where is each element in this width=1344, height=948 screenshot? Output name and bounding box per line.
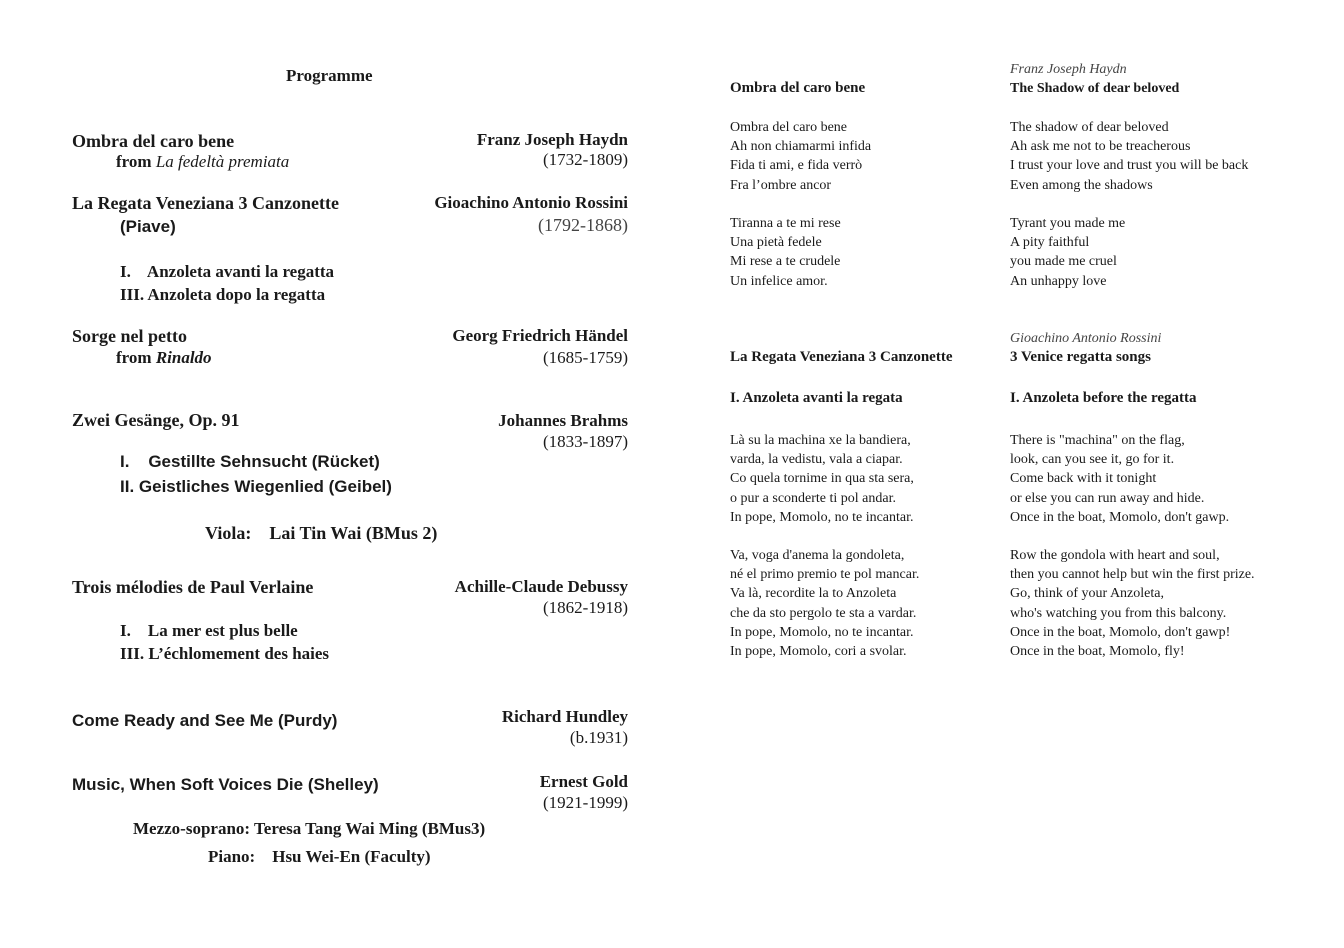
lyrics-rossini-stanza2-trans [1010,546,1255,661]
lyrics-rossini-title-trans: 3 Venice regatta songs [1010,349,1151,365]
lyric-line: Once in the boat, Momolo, don't gawp. [1010,509,1230,525]
lyrics-haydn-stanza1-trans [1010,118,1248,195]
rossini-title: La Regata Veneziana 3 Canzonette [72,193,339,213]
lyric-line: Ombra del caro bene [730,120,847,135]
haydn-work: La fedeltà premiata [155,152,290,171]
lyric-line: In pope, Momolo, no te incantar. [730,509,914,525]
hundley-dates: (b.1931) [569,728,628,747]
lyric-line: Ah non chiamarmi infida [730,139,872,155]
lyric-line: Tiranna a te mi rese [730,216,841,231]
lyrics-rossini-sub-trans: I. Anzoleta before the regatta [1010,390,1197,406]
lyric-line: Co quela tornime in qua sta sera, [730,471,914,487]
haydn-dates: (1732-1809) [543,150,628,169]
haydn-composer: Franz Joseph Haydn [476,130,628,149]
lyric-line: who's watching you from this balcony. [1010,605,1227,621]
handel-work: Rinaldo [155,348,212,367]
lyric-line: Even among the shadows [1010,177,1153,193]
brahms-dates: (1833-1897) [543,432,628,451]
lyric-line: An unhappy love [1010,273,1107,289]
lyric-line: Go, think of your Anzoleta, [1010,586,1164,602]
brahms-item-2: II. Geistliches Wiegenlied (Geibel) [120,477,392,496]
lyric-line: Va là, recordite la to Anzoleta [730,586,897,602]
lyric-line: I trust your love and trust you will be back [1010,158,1249,174]
lyric-line: Mi rese a te crudele [730,254,841,270]
rossini-item-1: I. Anzoleta avanti la regatta [120,262,335,281]
lyric-line: The shadow of dear beloved [1010,120,1169,135]
debussy-item-1: I. La mer est plus belle [120,621,298,640]
lyric-line: There is "machina" on the flag, [1010,433,1185,448]
lyrics-haydn-title-trans: The Shadow of dear beloved [1010,81,1180,96]
lyric-line: In pope, Momolo, cori a svolar. [730,643,907,659]
piano-credit: Piano: Hsu Wei-En (Faculty) [208,847,431,866]
lyric-line: In pope, Momolo, no te incantar. [730,624,914,640]
lyrics-haydn-stanza1-orig [730,118,871,195]
debussy-title: Trois mélodies de Paul Verlaine [72,577,314,597]
hundley-title: Come Ready and See Me (Purdy) [72,711,338,730]
brahms-composer: Johannes Brahms [498,411,628,430]
debussy-composer: Achille-Claude Debussy [454,577,628,596]
gold-composer: Ernest Gold [539,772,628,791]
rossini-composer: Gioachino Antonio Rossini [434,193,628,212]
lyrics-rossini-title-orig: La Regata Veneziana 3 Canzonette [730,349,953,365]
from-label: from [116,152,156,171]
lyrics-haydn-composer: Franz Joseph Haydn [1010,62,1127,77]
lyrics-rossini-stanza2-orig [730,546,919,661]
gold-dates: (1921-1999) [543,793,628,812]
lyric-line: A pity faithful [1010,235,1090,251]
lyric-line: Fida ti ami, e fida verrò [730,158,863,174]
lyric-line: Row the gondola with heart and soul, [1010,548,1220,563]
lyric-line: Va, voga d'anema la gondoleta, [730,548,905,563]
lyrics-haydn-stanza2-orig [730,214,841,291]
lyric-line: you made me cruel [1010,254,1117,270]
haydn-from [116,153,289,170]
viola-credit: Viola: Lai Tin Wai (BMus 2) [205,523,438,543]
lyric-line: then you cannot help but win the first prize. [1010,567,1255,583]
brahms-item-1: I. Gestillte Sehnsucht (Rücket) [120,452,380,471]
lyric-line: Come back with it tonight [1010,471,1157,487]
lyric-line: Là su la machina xe la bandiera, [730,433,911,448]
rossini-poet: (Piave) [120,217,176,236]
lyrics-haydn-title-orig: Ombra del caro bene [730,80,866,96]
lyric-line: Una pietà fedele [730,235,822,251]
handel-composer: Georg Friedrich Händel [452,326,628,345]
lyric-line: che da sto pergolo te sta a vardar. [730,605,917,621]
rossini-item-2: III. Anzoleta dopo la regatta [120,285,326,304]
lyric-line: Once in the boat, Momolo, don't gawp! [1010,624,1231,640]
lyrics-rossini-sub-orig: I. Anzoleta avanti la regata [730,390,903,406]
lyric-line: né el primo premio te pol mancar. [730,567,920,583]
lyric-line: Ah ask me not to be treacherous [1010,139,1191,155]
lyric-line: varda, la vedistu, vala a ciapar. [730,452,903,468]
from-label: from [116,348,156,367]
lyrics-rossini-stanza1-trans [1010,431,1229,527]
lyric-line: Fra l’ombre ancor [730,177,832,193]
gold-title: Music, When Soft Voices Die (Shelley) [72,775,379,794]
handel-title: Sorge nel petto [72,326,187,346]
handel-dates: (1685-1759) [543,348,628,367]
programme-heading: Programme [286,66,373,85]
lyrics-haydn-stanza2-trans [1010,214,1125,291]
lyric-line: o pur a sconderte ti pol andar. [730,490,897,506]
lyric-line: or else you can run away and hide. [1010,490,1205,506]
lyric-line: Tyrant you made me [1010,216,1126,231]
rossini-dates: (1792-1868) [538,215,628,235]
debussy-item-2: III. L’échlomement des haies [120,644,330,663]
debussy-dates: (1862-1918) [543,598,628,617]
haydn-title: Ombra del caro bene [72,131,235,151]
handel-from [116,349,212,366]
lyric-line: Un infelice amor. [730,273,828,289]
mezzo-credit: Mezzo-soprano: Teresa Tang Wai Ming (BMus3) [133,819,486,838]
hundley-composer: Richard Hundley [501,707,628,726]
lyrics-rossini-composer: Gioachino Antonio Rossini [1010,331,1162,346]
lyrics-rossini-stanza1-orig [730,431,914,527]
lyric-line: Once in the boat, Momolo, fly! [1010,643,1185,659]
lyric-line: look, can you see it, go for it. [1010,452,1175,468]
brahms-title: Zwei Gesänge, Op. 91 [72,410,240,430]
